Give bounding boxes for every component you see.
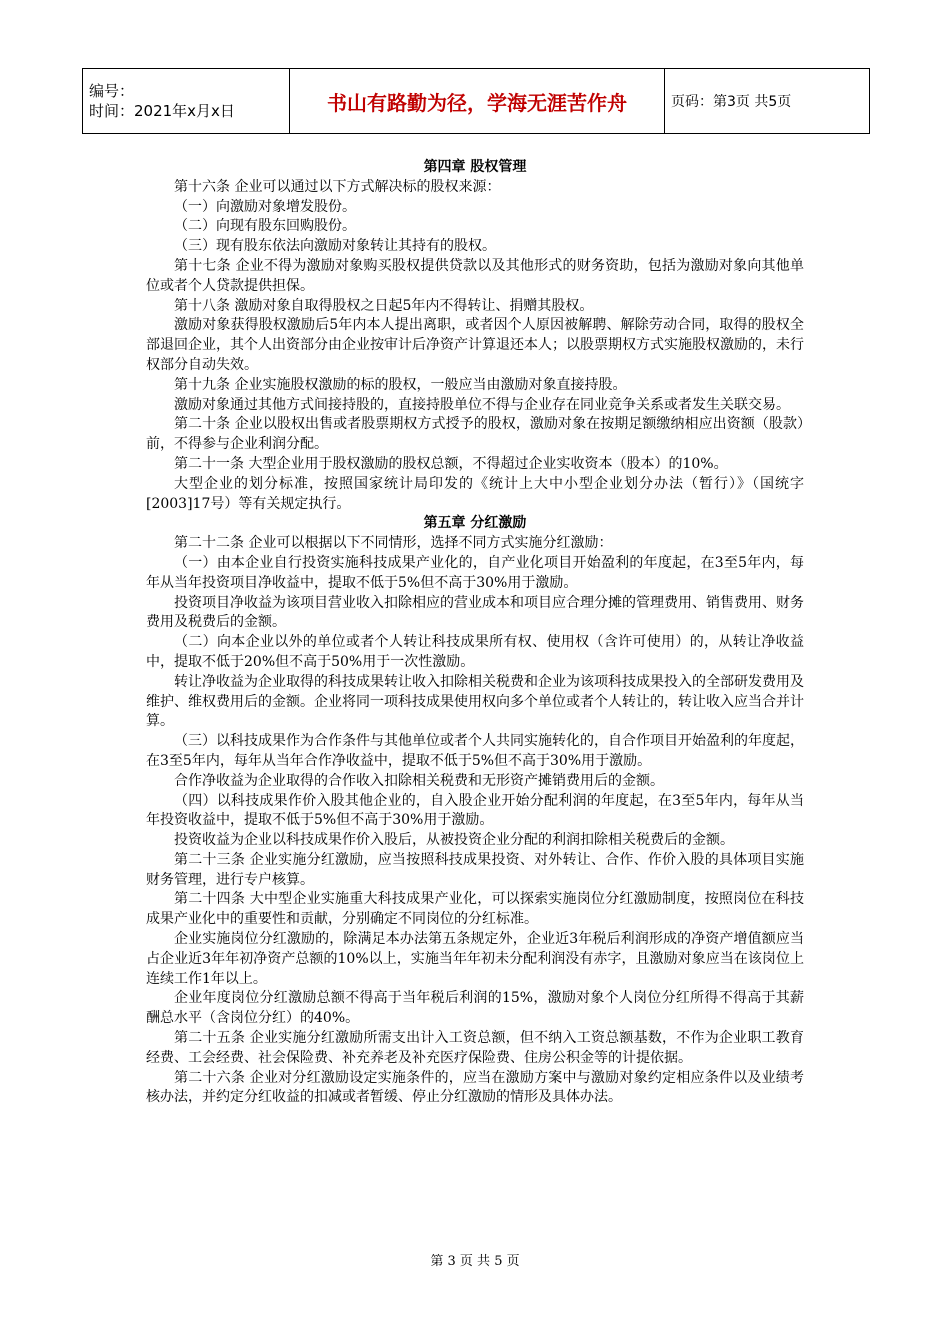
paragraph: 激励对象通过其他方式间接持股的，直接持股单位不得与企业存在同业竞争关系或者发生关联交易。 [174,396,790,413]
paragraph: 投资项目净收益为该项目营业收入扣除相应的营业成本和项目应合理分摊的管理费用、销售费用、财务费用及税费后的金额。 [146,594,804,631]
paragraph: 第十七条 企业不得为激励对象购买股权提供贷款以及其他形式的财务资助，包括为激励对象向其他单位或者个人贷款提供担保。 [146,257,804,294]
paragraph: 第二十二条 企业可以根据以下不同情形，选择不同方式实施分红激励： [174,535,613,552]
page-footer: 第 3 页 共 5 页 [430,1254,520,1269]
paragraph: 合作净收益为企业取得的合作收入扣除相关税费和无形资产摊销费用后的金额。 [174,772,664,789]
paragraph: （二）向本企业以外的单位或者个人转让科技成果所有权、使用权（含许可使用）的，从转让净收益中，提取不低于20%但不高于50%用于一次性激励。 [146,634,804,670]
document-time-label: 时间：2021年x月x日 [89,102,235,120]
paragraph: 转让净收益为企业取得的科技成果转让收入扣除相关税费和企业为该项科技成果投入的全部研发费用及维护、维权费用后的金额。企业将同一项科技成果使用权向多个单位或者个人转让的，转让收入应当合并计算。 [146,673,804,730]
paragraph: 企业年度岗位分红激励总额不得高于当年税后利润的15%，激励对象个人岗位分红所得不得高于其薪酬总水平（含岗位分红）的40%。 [146,990,804,1027]
chapter-title: 第五章 分红激励 [423,515,527,532]
paragraph: （四）以科技成果作价入股其他企业的，自入股企业开始分配利润的年度起，在3至5年内，每年从当年投资收益中，提取不低于5%但不高于30%用于激励。 [146,792,804,829]
paragraph: （三）以科技成果作为合作条件与其他单位或者个人共同实施转化的，自合作项目开始盈利的年度起，在3至5年内，每年从当年合作净收益中，提取不低于5%但不高于30%用于激励。 [146,733,804,769]
chapter-5-body [146,534,804,1108]
paragraph: 第二十六条 企业对分红激励设定实施条件的，应当在激励方案中与激励对象约定相应条件以及业绩考核办法，并约定分红收益的扣减或者暂缓、停止分红激励的情形及具体办法。 [146,1069,804,1106]
document-body [146,158,804,1108]
paragraph: 第二十三条 企业实施分红激励，应当按照科技成果投资、对外转让、合作、作价入股的具体项目实施财务管理，进行专户核算。 [146,851,804,888]
header-motto: 书山有路勤为径，学海无涯苦作舟 [290,69,665,134]
paragraph: 第十六条 企业可以通过以下方式解决标的股权来源： [174,178,501,195]
paragraph: 投资收益为企业以科技成果作价入股后，从被投资企业分配的利润扣除相关税费后的金额。 [174,832,734,849]
header-table [82,68,870,134]
chapter-title: 第四章 股权管理 [423,159,527,175]
paragraph: 第二十一条 大型企业用于股权激励的股权总额，不得超过企业实收资本（股本）的10%。 [174,455,728,472]
chapter-4-body [146,178,804,515]
paragraph: 第二十条 企业以股权出售或者股票期权方式授予的股权，激励对象在按期足额缴纳相应出资额（股款）前，不得参与企业利润分配。 [146,416,804,453]
paragraph: 第二十五条 企业实施分红激励所需支出计入工资总额，但不纳入工资总额基数，不作为企业职工教育经费、工会经费、社会保险费、补充养老及补充医疗保险费、住房公积金等的计提依据。 [146,1030,804,1066]
paragraph: 大型企业的划分标准，按照国家统计局印发的《统计上大中小型企业划分办法（暂行）》（国统字[2003]17号）等有关规定执行。 [146,475,804,512]
document-number-label: 编号： [89,82,135,100]
header-page-label: 页码：第3页 共5页 [665,69,870,134]
paragraph: （一）向激励对象增发股份。 [174,198,356,215]
paragraph: 第十八条 激励对象自取得股权之日起5年内不得转让、捐赠其股权。 [174,297,594,314]
paragraph: 企业实施岗位分红激励的，除满足本办法第五条规定外，企业近3年税后利润形成的净资产增值额应当占企业近3年年初净资产总额的10%以上，实施当年年初未分配利润没有赤字，且激励对象应当在该岗位上连续工作1年以上。 [146,931,804,987]
paragraph: （二）向现有股东回购股份。 [174,218,356,235]
paragraph: （三）现有股东依法向激励对象转让其持有的股权。 [174,238,496,255]
paragraph: 激励对象获得股权激励后5年内本人提出离职，或者因个人原因被解聘、解除劳动合同，取得的股权全部退回企业，其个人出资部分由企业按审计后净资产计算退还本人；以股票期权方式实施股权激励的，未行权部分自动失效。 [146,317,804,373]
paragraph: 第十九条 企业实施股权激励的标的股权，一般应当由激励对象直接持股。 [174,376,627,393]
paragraph: （一）由本企业自行投资实施科技成果产业化的，自产业化项目开始盈利的年度起，在3至5年内，每年从当年投资项目净收益中，提取不低于5%但不高于30%用于激励。 [146,554,804,591]
header-meta [83,69,290,134]
paragraph: 第二十四条 大中型企业实施重大科技成果产业化，可以探索实施岗位分红激励制度，按照岗位在科技成果产业化中的重要性和贡献，分别确定不同岗位的分红标准。 [146,891,804,928]
